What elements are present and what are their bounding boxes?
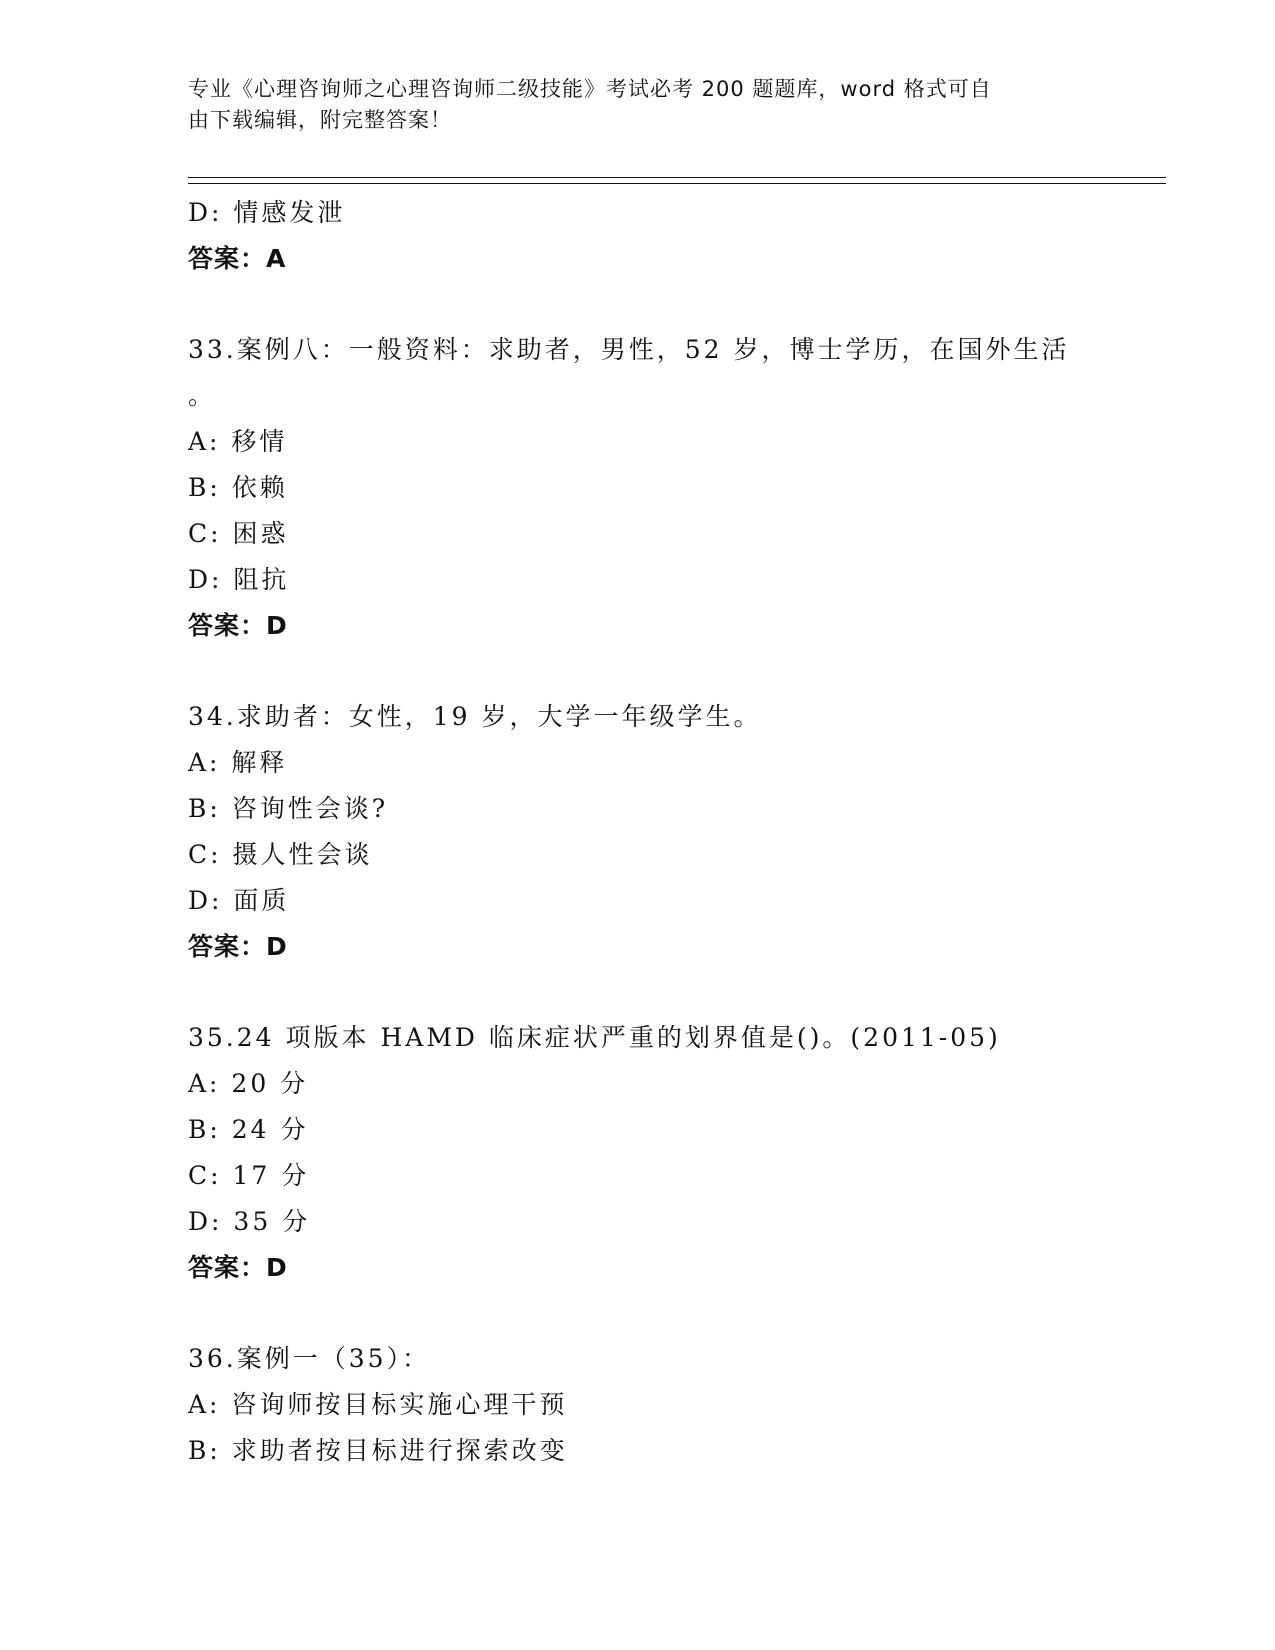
question-block [188,190,1188,282]
question-stem: 36.案例一（35）： [188,1344,431,1373]
option-a: A: 20 分 [188,1069,309,1098]
header-rule-bottom [188,183,1166,184]
question-stem: 33.案例八：一般资料：求助者，男性，52 岁，博士学历，在国外生活 [188,335,1070,364]
option-a: A: 移情 [188,427,288,456]
question-block [188,1015,1188,1291]
option-d: D: 35 分 [188,1207,311,1236]
answer-line: 答案：D [188,932,288,961]
option-d: D: 情感发泄 [188,198,346,227]
answer-line: 答案：D [188,1253,288,1282]
option-a: A: 咨询师按目标实施心理干预 [188,1390,568,1419]
question-stem: 35.24 项版本 HAMD 临床症状严重的划界值是()。(2011-05) [188,1023,1001,1052]
question-stem-continuation: 。 [188,381,217,410]
option-a: A: 解释 [188,748,288,777]
header-line-1: 专业《心理咨询师之心理咨询师二级技能》考试必考 200 题题库，word 格式可自 [188,77,992,101]
question-list [188,190,1188,1474]
option-d: D: 阻抗 [188,565,290,594]
question-block [188,694,1188,970]
option-b: B: 24 分 [188,1115,309,1144]
answer-line: 答案：D [188,611,288,640]
option-c: C: 摄人性会谈 [188,840,373,869]
answer-line: 答案：A [188,244,287,273]
question-stem: 34.求助者：女性，19 岁，大学一年级学生。 [188,702,762,731]
option-d: D: 面质 [188,886,290,915]
header-line-2: 由下载编辑，附完整答案！ [188,108,452,132]
option-c: C: 困惑 [188,519,289,548]
option-b: B: 依赖 [188,473,288,502]
option-c: C: 17 分 [188,1161,310,1190]
question-block [188,327,1188,649]
option-b: B: 咨询性会谈? [188,794,389,823]
question-block [188,1336,1188,1474]
option-b: B: 求助者按目标进行探索改变 [188,1436,568,1465]
header-rule-top [188,177,1166,178]
document-header [188,74,1068,136]
